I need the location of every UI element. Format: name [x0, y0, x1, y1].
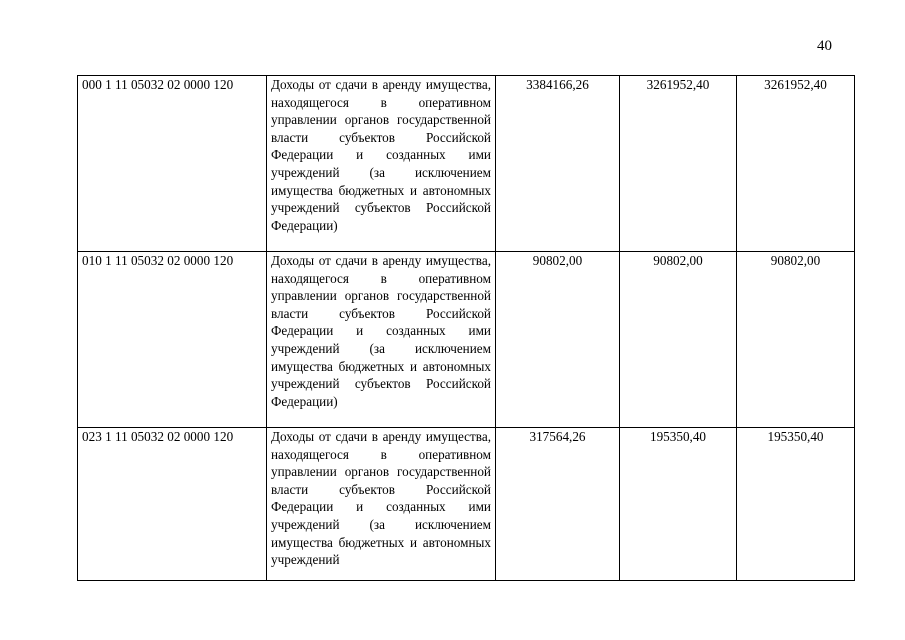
amount-cell-2: 195350,40	[620, 428, 737, 581]
revenue-code-cell: 000 1 11 05032 02 0000 120	[78, 76, 267, 252]
revenue-code-cell: 023 1 11 05032 02 0000 120	[78, 428, 267, 581]
amount-cell-1: 317564,26	[496, 428, 620, 581]
table-row	[78, 252, 855, 428]
amount-cell-3: 90802,00	[737, 252, 855, 428]
revenue-description-cell: Доходы от сдачи в аренду имущества, находящегося в оперативном управлении органов государственной власти субъектов Российской Федерации и созданных ими учреждений (за исключением имущества бюджетных и автономных учреждений	[267, 428, 496, 581]
amount-cell-2: 90802,00	[620, 252, 737, 428]
budget-revenue-table	[77, 75, 855, 581]
amount-cell-2: 3261952,40	[620, 76, 737, 252]
amount-cell-1: 90802,00	[496, 252, 620, 428]
amount-cell-3: 3261952,40	[737, 76, 855, 252]
revenue-description-cell: Доходы от сдачи в аренду имущества, находящегося в оперативном управлении органов государственной власти субъектов Российской Федерации и созданных ими учреждений (за исключением имущества бюджетных и автономных учреждений субъектов Российской Федерации)	[267, 76, 496, 252]
table-row	[78, 76, 855, 252]
revenue-code-cell: 010 1 11 05032 02 0000 120	[78, 252, 267, 428]
table-row	[78, 428, 855, 581]
revenue-description-cell: Доходы от сдачи в аренду имущества, находящегося в оперативном управлении органов государственной власти субъектов Российской Федерации и созданных ими учреждений (за исключением имущества бюджетных и автономных учреждений субъектов Российской Федерации)	[267, 252, 496, 428]
page-number: 40	[817, 38, 832, 54]
amount-cell-3: 195350,40	[737, 428, 855, 581]
amount-cell-1: 3384166,26	[496, 76, 620, 252]
